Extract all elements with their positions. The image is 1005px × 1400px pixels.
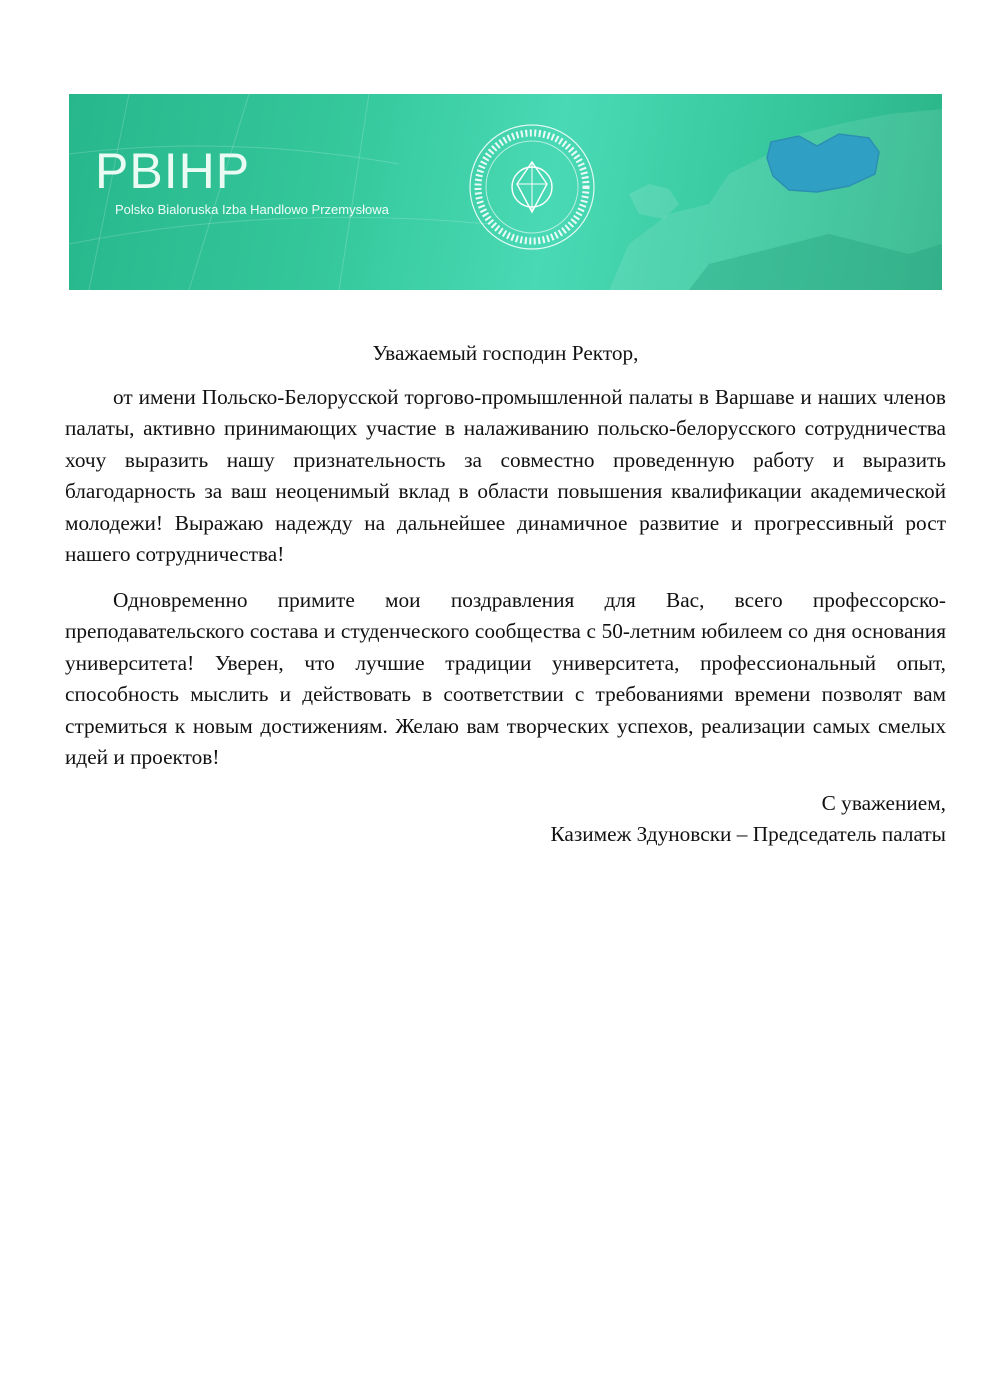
logo: PBIHP — [95, 143, 251, 199]
paragraph-1: от имени Польско-Белорусской торгово-промышленной палаты в Варшаве и наших членов палаты, активно принимающих участие в налаживанию польско-белорусского сотрудничества хочу выразить нашу признательность за совместно проведенную работу и выразить благодарность за ваш неоценимый вклад в области повышения квалификации академической молодежи! Выражаю надежду на дальнейшее динамичное развитие и прогрессивный рост нашего сотрудничества! — [65, 384, 946, 566]
closing: С уважением, — [821, 790, 946, 815]
signature: Казимеж Здуновски – Председатель палаты — [550, 821, 946, 846]
paragraph-2: Одновременно примите мои поздравления для Вас, всего профессорско-преподавательского состава и студенческого сообщества с 50-летним юбилеем со дня основания университета! Уверен, что лучшие традиции университета, профессиональный опыт, способность мыслить и действовать в соответствии с требованиями времени позволят вам стремиться к новым достижениям. Желаю вам творческих успехов, реализации самых смелых идей и проектов! — [65, 587, 946, 769]
seal-emblem — [467, 122, 597, 252]
header-banner — [69, 94, 942, 290]
salutation: Уважаемый господин Ректор, — [372, 341, 639, 365]
logo-subtitle: Polsko Bialoruska Izba Handlowo Przemysłowa — [115, 202, 389, 217]
letter-body — [65, 338, 946, 850]
